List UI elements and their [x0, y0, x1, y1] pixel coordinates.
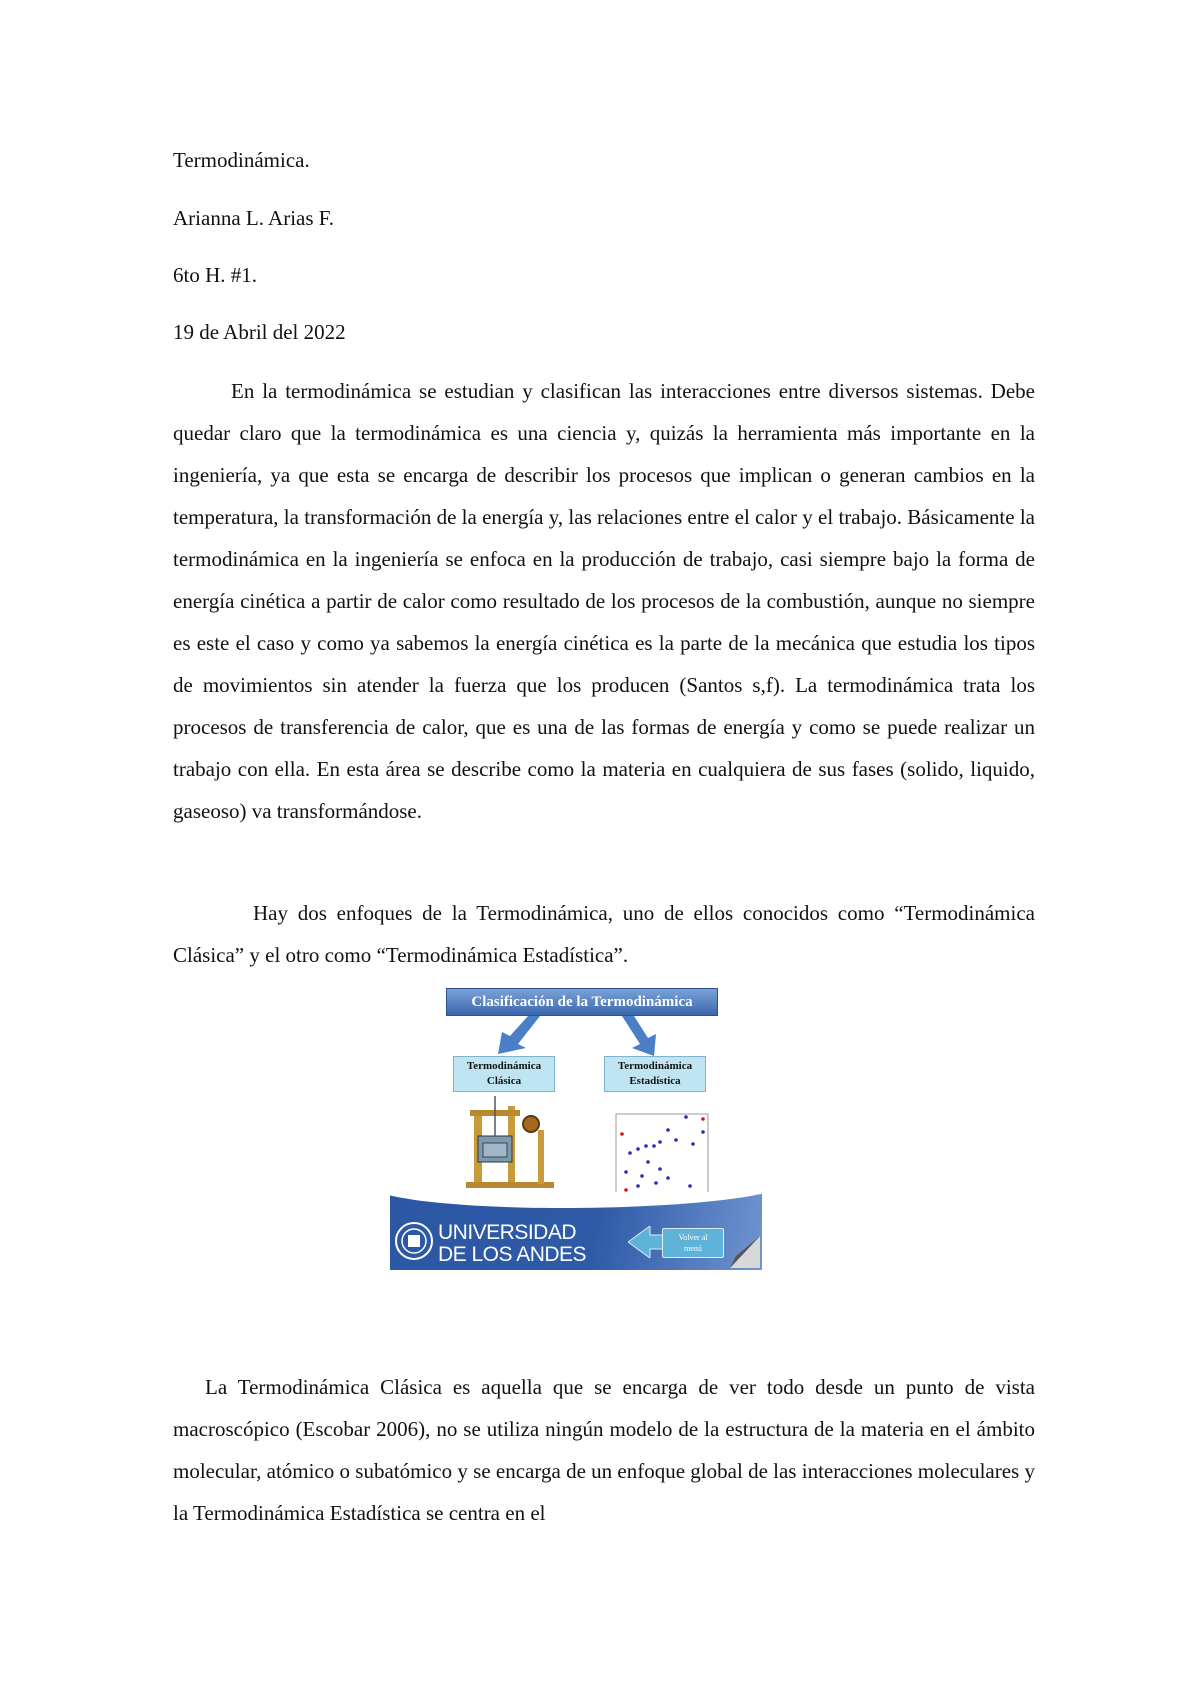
- arrow-right-icon: [622, 1016, 656, 1056]
- box-classical-line2: Clásica: [486, 1075, 522, 1087]
- page-curl-icon: [730, 1236, 760, 1268]
- paragraph-approaches: Hay dos enfoques de la Termodinámica, uno de ellos conocidos como “Termodinámica Clásica” y el otro como “Termodinámica Estadística”.: [173, 901, 1035, 967]
- box-statistical-line1: Termodinámica: [617, 1060, 693, 1072]
- box-statistical: [604, 1056, 706, 1092]
- classification-figure: [390, 986, 762, 1270]
- back-to-menu-button[interactable]: [662, 1228, 724, 1258]
- paragraph-classical: La Termodinámica Clásica es aquella que se encarga de ver todo desde un punto de vista macroscópico (Escobar 2006), no se utiliza ningún modelo de la estructura de la materia en el ámbito molecular, atómico o subatómico y se encarga de un enfoque global de las interacciones moleculares y la Termodinámica Estadística se centra en el: [173, 1375, 1035, 1525]
- paragraph-intro-block: [173, 370, 1035, 832]
- doc-subject: Termodinámica.: [173, 148, 310, 172]
- doc-author: Arianna L. Arias F.: [173, 206, 335, 230]
- banner-curve: [390, 1192, 762, 1208]
- back-button-line1: Volver al: [678, 1233, 708, 1242]
- doc-class: 6to H. #1.: [173, 263, 257, 287]
- university-name-line1: UNIVERSIDAD: [438, 1221, 577, 1244]
- university-seal-icon: [394, 1218, 434, 1264]
- box-classical: [453, 1056, 555, 1092]
- particle-scatter-plot: [616, 1114, 708, 1194]
- paragraph-classical-block: [173, 1366, 1035, 1534]
- paragraph-intro: En la termodinámica se estudian y clasifican las interacciones entre diversos sistemas. Debe quedar claro que la termodinámica es una ciencia y, quizás la herramienta más importante en la ingeniería, ya que esta se encarga de describir los procesos que implican o generan cambios en la temperatura, la transformación de la energía y, las relaciones entre el calor y el trabajo. Básicamente la termodinámica en la ingeniería se enfoca en la producción de trabajo, casi siempre bajo la forma de energía cinética a partir de calor como resultado de los procesos de la combustión, aunque no siempre es este el caso y como ya sabemos la energía cinética es la parte de la mecánica que estudia los tipos de movimientos sin atender la fuerza que los producen (Santos s,f). La termodinámica trata los procesos de transferencia de calor, que es una de las formas de energía y como se puede realizar un trabajo con ella. En esta área se describe como la materia en cualquiera de sus fases (solido, liquido, gaseoso) va transformándose.: [173, 379, 1035, 823]
- figure-title: Clasificación de la Termodinámica: [446, 988, 718, 1016]
- university-name: [438, 1222, 586, 1266]
- box-classical-line1: Termodinámica: [466, 1060, 542, 1072]
- paragraph-approaches-block: [173, 892, 1035, 976]
- university-name-line2: DE LOS ANDES: [438, 1243, 587, 1266]
- arrow-left-icon: [498, 1016, 540, 1054]
- apparatus-illustration: [466, 1096, 554, 1188]
- back-button-line2: menú: [684, 1244, 702, 1253]
- doc-date: 19 de Abril del 2022: [173, 320, 346, 344]
- university-banner: [390, 1192, 762, 1270]
- box-statistical-line2: Estadística: [629, 1075, 681, 1087]
